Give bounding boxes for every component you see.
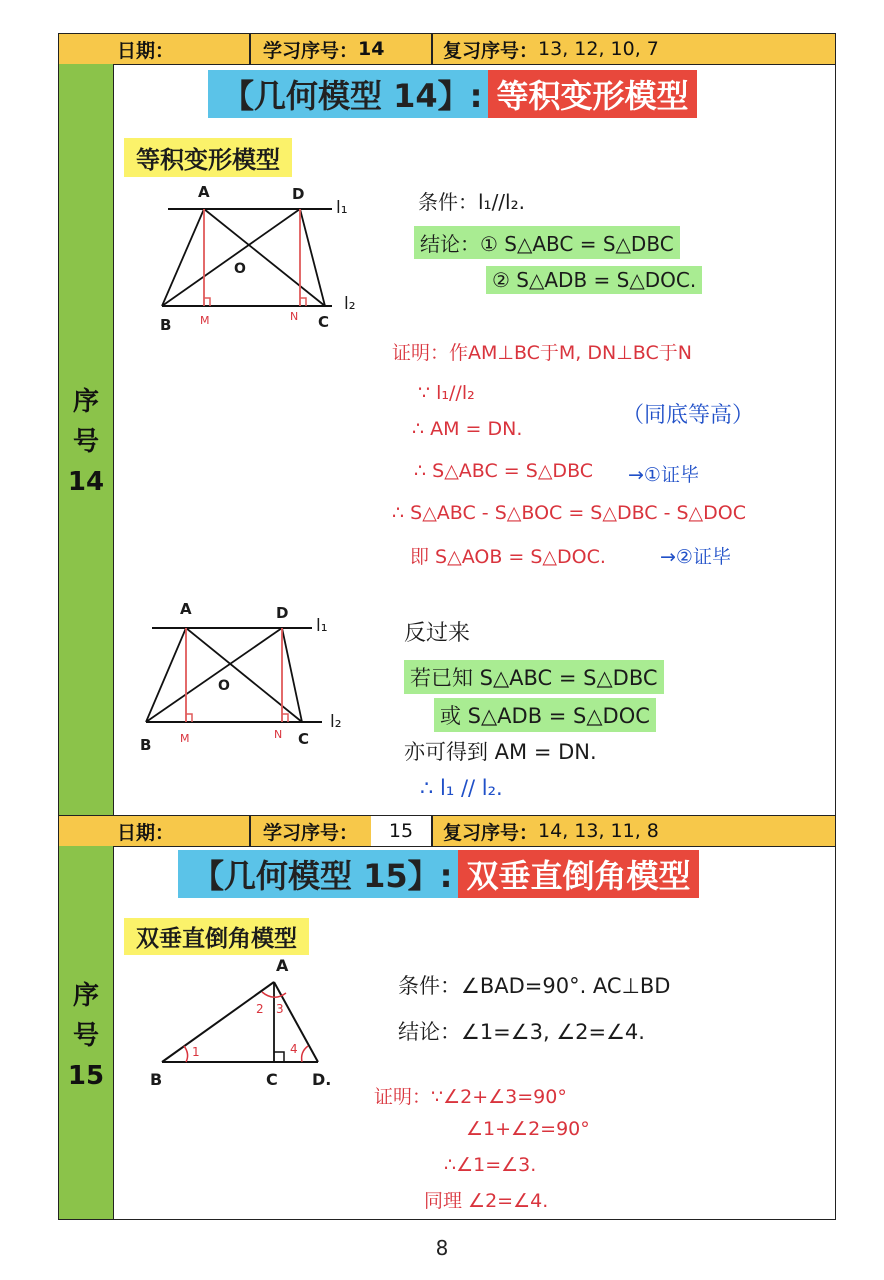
study-number: 学习序号： 14 [263, 38, 385, 62]
date-label-2: 日期： [117, 821, 175, 844]
study-number-value-2: 15 [371, 816, 431, 846]
converse-line-4: 亦可得到 AM = DN. [404, 740, 597, 764]
condition-2: 条件：∠BAD=90°. AC⊥BD [398, 974, 671, 998]
proof-line-4: ∴ S△ABC = S△DBC [414, 460, 594, 482]
converse-line-5: ∴ l₁ // l₂. [420, 776, 503, 800]
study-number-2: 学习序号： [263, 821, 359, 844]
proof2-line-1: 证明：∵∠2+∠3=90° [374, 1086, 567, 1108]
proof2-line-3: ∴∠1=∠3. [444, 1154, 537, 1176]
section1-title: 【几何模型 14】: 等积变形模型 [208, 70, 697, 118]
side-label-2-3: 15 [67, 1061, 105, 1091]
proof-line-1: 证明：作AM⊥BC于M, DN⊥BC于N [392, 342, 692, 364]
proof2-line-4: 同理 ∠2=∠4. [424, 1190, 549, 1212]
review-numbers: 复习序号： 13, 12, 10, 7 [443, 38, 659, 62]
proof-line-6: 即 S△AOB = S△DOC. [410, 546, 606, 568]
proof2-line-2: ∠1+∠2=90° [466, 1118, 590, 1140]
section2-side [58, 846, 114, 1220]
conclusion-1-b: ② S△ADB = S△DOC. [486, 266, 702, 294]
section1-header [58, 33, 836, 65]
review-numbers-2: 复习序号： 14, 13, 11, 8 [443, 820, 659, 844]
converse-line-3: 或 S△ADB = S△DOC [434, 698, 656, 732]
converse-line-2: 若已知 S△ABC = S△DBC [404, 660, 664, 694]
page-number: 8 [435, 1236, 449, 1260]
section1-side [58, 64, 114, 815]
proof-note-2: →②证毕 [660, 546, 731, 568]
conclusion-2: 结论：∠1=∠3, ∠2=∠4. [398, 1020, 645, 1044]
conclusion-1-a: 结论：① S△ABC = S△DBC [414, 226, 680, 259]
same-base-note: （同底等高） [622, 403, 755, 428]
side-label-3: 14 [67, 467, 105, 497]
converse-line-1: 反过来 [404, 621, 471, 646]
side-label-2: 号 [72, 427, 99, 457]
section2-title: 【几何模型 15】: 双垂直倒角模型 [178, 850, 699, 898]
proof-line-3: ∴ AM = DN. [412, 418, 523, 440]
side-label-1: 序 [72, 387, 99, 417]
date-label: 日期： [117, 39, 175, 62]
proof-line-2: ∵ l₁//l₂ [418, 382, 475, 404]
proof-line-5: ∴ S△ABC - S△BOC = S△DBC - S△DOC [392, 502, 747, 524]
handwritten-title-1: 等积变形模型 [124, 138, 292, 177]
side-label-2-2: 号 [72, 1021, 99, 1051]
handwritten-title-2: 双垂直倒角模型 [124, 918, 309, 955]
section2-header [58, 815, 836, 847]
condition-1: 条件：l₁//l₂. [418, 190, 525, 214]
right-triangle-figure [150, 960, 350, 1080]
proof-note-1: →①证毕 [628, 464, 699, 486]
side-label-2-1: 序 [72, 981, 99, 1011]
